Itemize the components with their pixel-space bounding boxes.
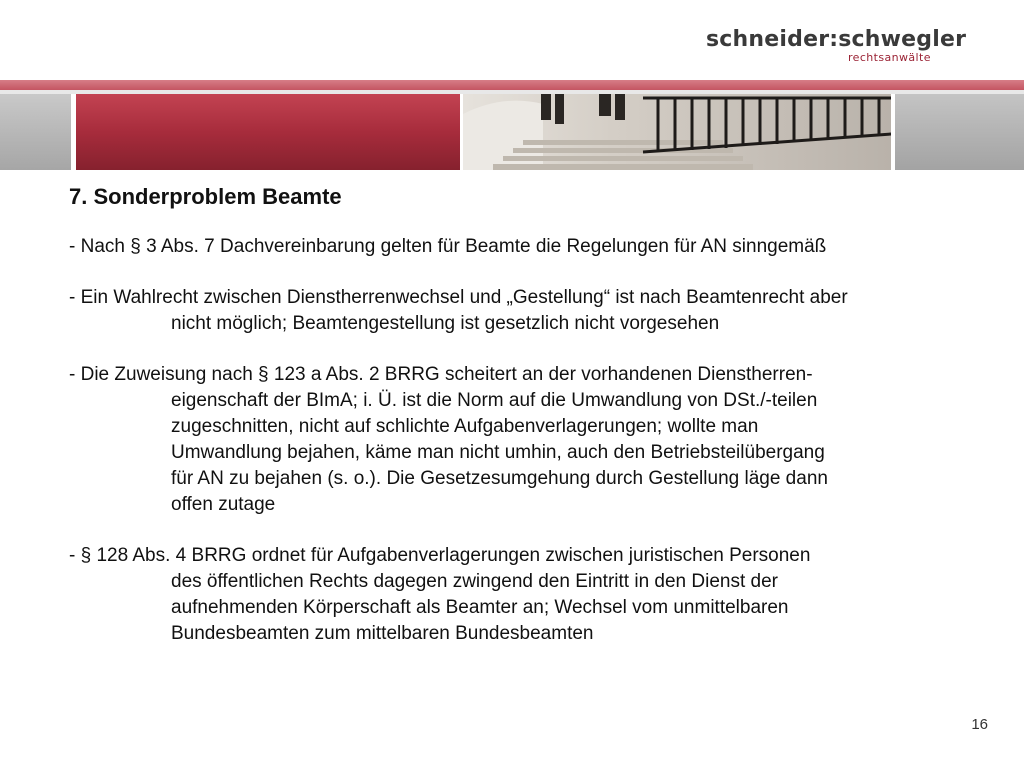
page-number: 16	[971, 716, 988, 733]
bullet-line: - Die Zuweisung nach § 123 a Abs. 2 BRRG scheitert an der vorhandenen Dienstherren-	[69, 364, 813, 385]
logo-tagline: rechtsanwälte	[848, 51, 931, 64]
bullet-line: - Nach § 3 Abs. 7 Dachvereinbarung gelten für Beamte die Regelungen für AN sinngemäß	[69, 236, 827, 257]
bullet-paragraph	[69, 285, 1009, 337]
decor-tile-gray-left	[0, 94, 71, 170]
staircase-photo-illustration	[463, 94, 891, 170]
header-band	[0, 80, 1024, 90]
bullet-paragraph	[69, 362, 1009, 518]
firm-logo	[706, 27, 967, 64]
bullet-line: - § 128 Abs. 4 BRRG ordnet für Aufgabenverlagerungen zwischen juristischen Personen	[69, 545, 811, 566]
bullet-continuation-line: für AN zu bejahen (s. o.). Die Gesetzesumgehung durch Gestellung läge dann	[171, 468, 828, 489]
bullet-continuation-line: eigenschaft der BImA; i. Ü. ist die Norm auf die Umwandlung von DSt./-teilen	[171, 390, 818, 411]
bullet-continuation-line: zugeschnitten, nicht auf schlichte Aufgabenverlagerungen; wollte man	[171, 416, 759, 437]
logo-wordmark: schneider:schwegler	[706, 27, 967, 52]
slide-content	[69, 182, 1009, 672]
bullet-continuation-line: Umwandlung bejahen, käme man nicht umhin, auch den Betriebsteilübergang	[171, 442, 825, 463]
bullet-continuation-line: aufnehmenden Körperschaft als Beamter an; Wechsel vom unmittelbaren	[171, 597, 789, 618]
bullet-paragraph	[69, 543, 1009, 647]
bullet-paragraph	[69, 234, 1009, 260]
bullet-continuation-line: nicht möglich; Beamtengestellung ist gesetzlich nicht vorgesehen	[171, 313, 720, 334]
bullet-continuation-line: Bundesbeamten zum mittelbaren Bundesbeamten	[171, 623, 594, 644]
bullet-line: - Ein Wahlrecht zwischen Dienstherrenwechsel und „Gestellung“ ist nach Beamtenrecht aber	[69, 287, 848, 308]
staircase-photo	[463, 94, 891, 170]
slide-title: 7. Sonderproblem Beamte	[69, 184, 342, 209]
decor-tile-red	[76, 94, 460, 170]
decor-tile-gray-right	[895, 94, 1024, 170]
bullet-continuation-line: des öffentlichen Rechts dagegen zwingend den Eintritt in den Dienst der	[171, 571, 778, 592]
bullet-continuation-line: offen zutage	[171, 494, 276, 515]
